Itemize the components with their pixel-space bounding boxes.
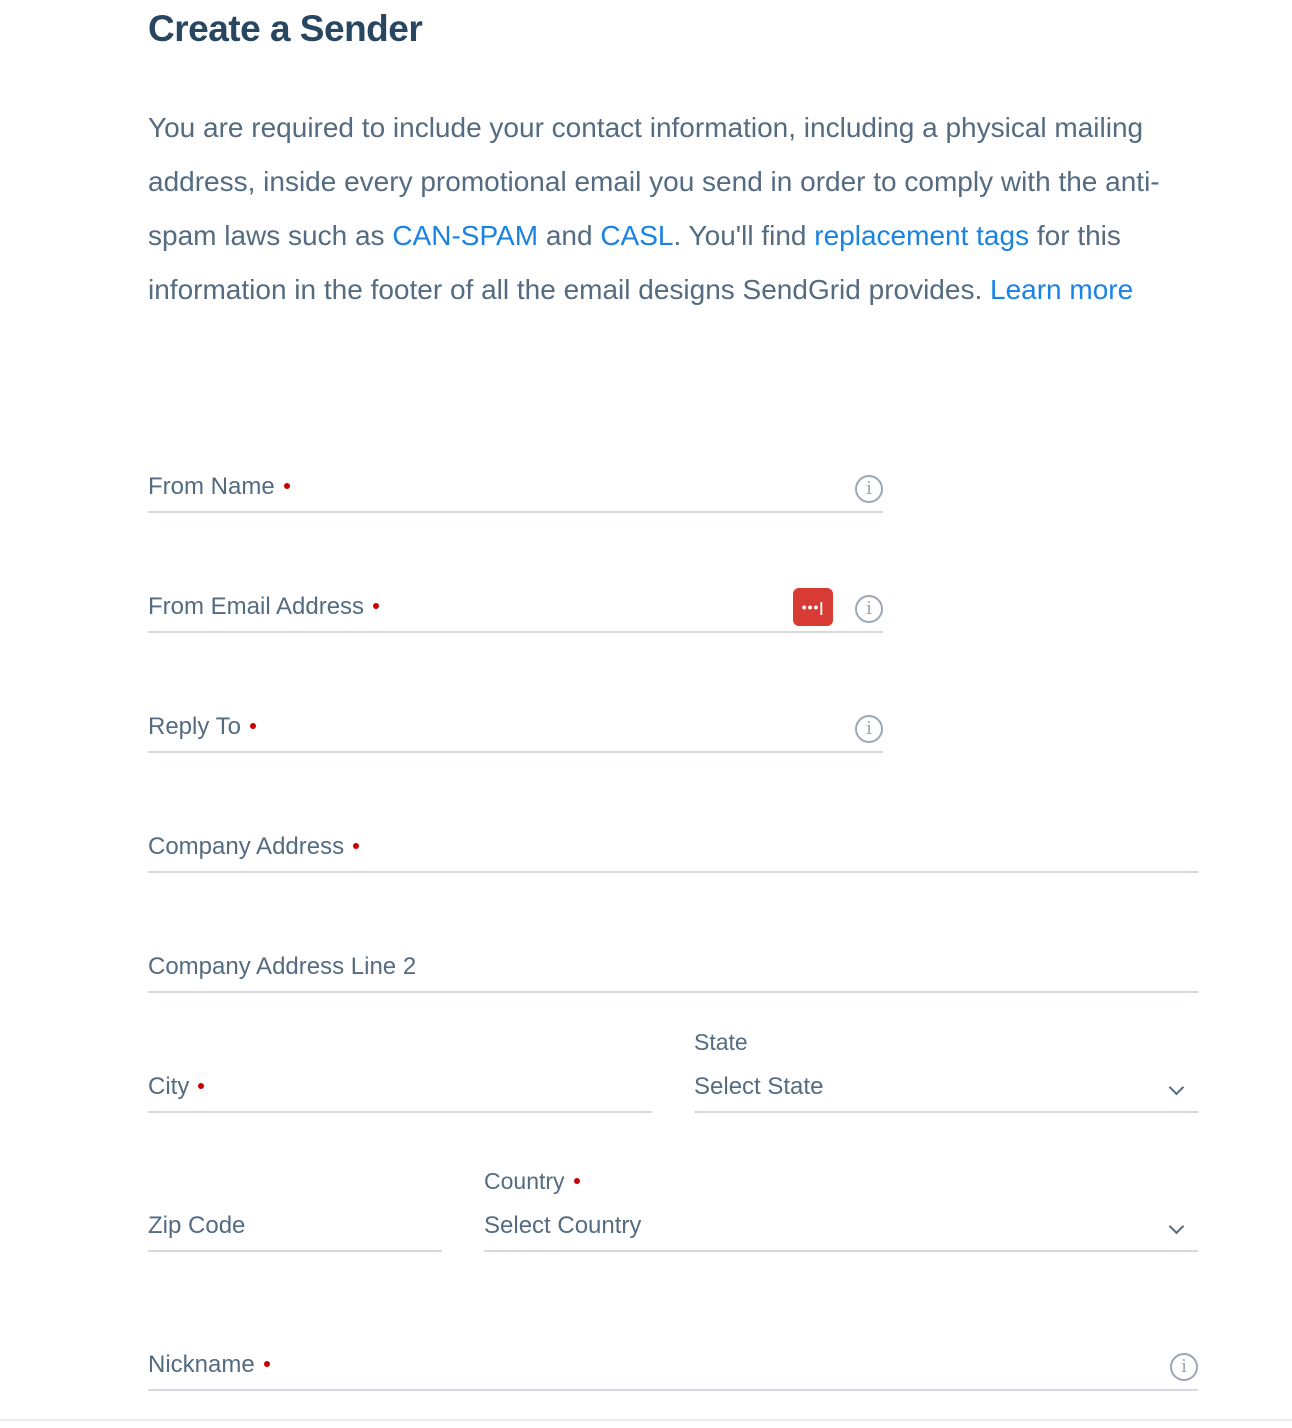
from-name-field[interactable]	[148, 471, 883, 513]
password-manager-icon[interactable]: •••|	[793, 588, 833, 626]
city-field[interactable]	[148, 1071, 652, 1113]
city-label	[148, 1073, 204, 1101]
reply-to-field[interactable]	[148, 711, 883, 753]
zip-code-field[interactable]	[148, 1210, 442, 1252]
company-address-2-field[interactable]	[148, 951, 1198, 993]
reply-to-label-text: Reply To	[148, 713, 241, 740]
from-email-label	[148, 593, 379, 621]
required-indicator	[264, 1361, 270, 1367]
chevron-down-icon[interactable]	[1169, 1080, 1185, 1096]
intro-paragraph	[148, 101, 1208, 317]
intro-text-4: for this information in the footer of all the email designs SendGrid provides.	[148, 220, 1121, 305]
intro-text-3: . You'll find	[673, 220, 815, 251]
nickname-label-text: Nickname	[148, 1351, 255, 1378]
casl-link[interactable]: CASL	[600, 220, 674, 251]
intro-text-2: and	[538, 220, 601, 251]
nickname-label	[148, 1351, 270, 1379]
from-email-field[interactable]	[148, 591, 883, 633]
learn-more-link[interactable]: Learn more	[990, 274, 1134, 305]
nickname-field[interactable]	[148, 1349, 1198, 1391]
required-indicator	[353, 843, 359, 849]
info-icon[interactable]: i	[855, 595, 883, 623]
from-name-label	[148, 473, 290, 501]
country-select-value: Select Country	[484, 1212, 642, 1239]
required-indicator	[250, 723, 256, 729]
state-label: State	[694, 1029, 748, 1055]
zip-code-label: Zip Code	[148, 1212, 246, 1239]
bottom-divider	[0, 1419, 1292, 1421]
city-label-text: City	[148, 1073, 190, 1100]
company-address-label-text: Company Address	[148, 833, 345, 860]
info-icon[interactable]: i	[855, 475, 883, 503]
reply-to-label	[148, 713, 256, 741]
state-select[interactable]	[694, 1029, 1198, 1113]
company-address-label	[148, 833, 359, 861]
info-icon[interactable]: i	[1170, 1353, 1198, 1381]
replacement-tags-link[interactable]: replacement tags	[814, 220, 1030, 251]
can-spam-link[interactable]: CAN-SPAM	[392, 220, 539, 251]
page-title: Create a Sender	[148, 8, 423, 49]
country-label-text: Country	[484, 1168, 565, 1194]
info-icon[interactable]: i	[855, 715, 883, 743]
state-select-value: Select State	[694, 1073, 824, 1100]
required-indicator	[198, 1083, 204, 1089]
required-indicator	[373, 603, 379, 609]
country-select[interactable]	[484, 1168, 1198, 1252]
intro-text-1: You are required to include your contact information, including a physical mailing address, inside every promotional email you send in order to comply with the anti-spam laws such as	[148, 112, 1160, 251]
company-address-2-label: Company Address Line 2	[148, 953, 417, 980]
company-address-field[interactable]	[148, 831, 1198, 873]
chevron-down-icon[interactable]	[1169, 1219, 1185, 1235]
country-label	[484, 1168, 580, 1195]
from-name-label-text: From Name	[148, 473, 275, 500]
required-indicator	[284, 483, 290, 489]
from-email-label-text: From Email Address	[148, 593, 365, 620]
required-indicator	[574, 1178, 580, 1184]
